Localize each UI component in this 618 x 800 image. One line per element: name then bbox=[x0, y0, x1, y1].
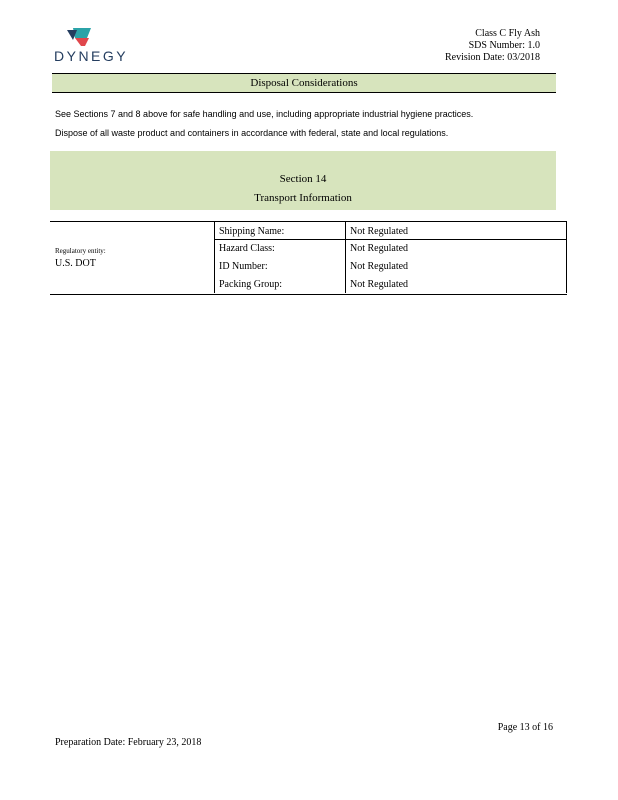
sds-number: SDS Number: 1.0 bbox=[468, 40, 540, 51]
logo-mark-red bbox=[75, 38, 89, 46]
section-title: Transport Information bbox=[254, 192, 352, 204]
disposal-heading: Disposal Considerations bbox=[52, 73, 556, 93]
id-number-label: ID Number: bbox=[219, 261, 268, 272]
packing-group-label: Packing Group: bbox=[219, 279, 283, 290]
hazard-class-label: Hazard Class: bbox=[219, 243, 275, 254]
packing-group-value: Not Regulated bbox=[350, 279, 409, 290]
regulatory-label: Regulatory entity: bbox=[55, 247, 106, 255]
table-column-divider bbox=[345, 221, 346, 293]
disposal-text-1: See Sections 7 and 8 above for safe handling and use, including appropriate industrial hygiene practices. bbox=[55, 109, 474, 119]
hazard-class-value: Not Regulated bbox=[350, 243, 409, 254]
shipping-name-value: Not Regulated bbox=[350, 226, 409, 237]
table-divider bbox=[214, 239, 567, 240]
section-number: Section 14 bbox=[279, 173, 327, 185]
revision-date: Revision Date: 03/2018 bbox=[445, 52, 540, 63]
shipping-name-label: Shipping Name: bbox=[219, 226, 285, 237]
regulatory-value: U.S. DOT bbox=[55, 258, 96, 269]
preparation-date: Preparation Date: February 23, 2018 bbox=[55, 737, 202, 748]
section-14-header bbox=[50, 151, 556, 210]
id-number-value: Not Regulated bbox=[350, 261, 409, 272]
logo-text: DYNEGY bbox=[54, 48, 129, 64]
document-header-info bbox=[445, 28, 540, 64]
product-name: Class C Fly Ash bbox=[475, 28, 540, 39]
disposal-text-2: Dispose of all waste product and containers in accordance with federal, state and local regulations. bbox=[55, 128, 449, 138]
page-number: Page 13 of 16 bbox=[497, 722, 553, 733]
